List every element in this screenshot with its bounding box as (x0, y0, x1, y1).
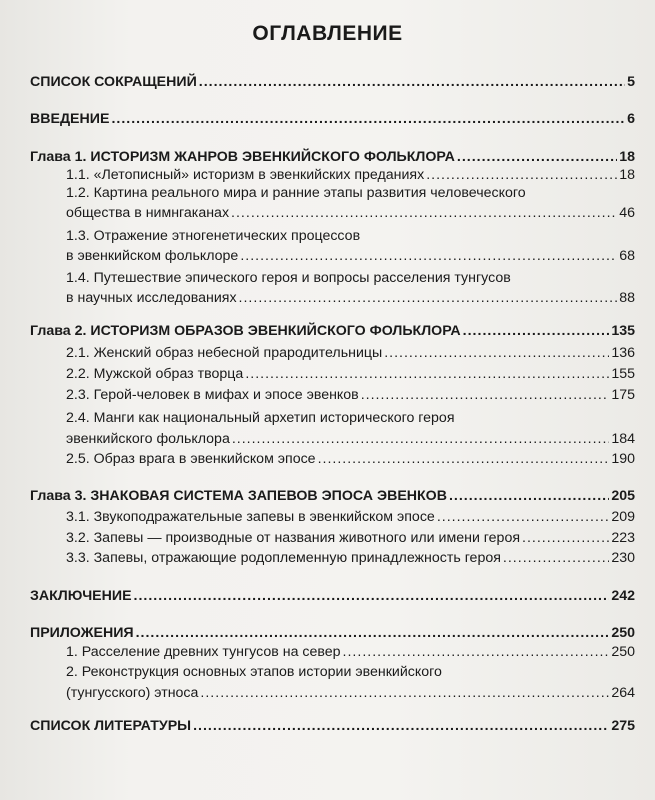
toc-entry-title: 2.5. Образ врага в эвенкийском эпосе (66, 451, 316, 467)
toc-entry-title: Глава 2. ИСТОРИЗМ ОБРАЗОВ ЭВЕНКИЙСКОГО ФОЛЬКЛОРА (30, 323, 461, 339)
dot-leader (232, 431, 609, 448)
toc-section-1-3[interactable] (66, 248, 635, 265)
toc-section-2-2[interactable] (66, 366, 635, 383)
dot-leader (240, 248, 617, 265)
dot-leader (437, 509, 610, 526)
toc-chapter-3[interactable] (30, 488, 635, 505)
toc-entry-bibliography[interactable] (30, 718, 635, 735)
dot-leader (111, 111, 625, 128)
toc-entry-title: 2.1. Женский образ небесной прародительницы (66, 345, 383, 361)
toc-entry-title: в научных исследованиях (66, 290, 237, 306)
dot-leader (457, 149, 617, 166)
toc-entry-title: 2.3. Герой-человек в мифах и эпосе эвенков (66, 387, 359, 403)
dot-leader (245, 366, 609, 383)
toc-entry-title: Глава 3. ЗНАКОВАЯ СИСТЕМА ЗАПЕВОВ ЭПОСА ЭВЕНКОВ (30, 488, 447, 504)
dot-leader (426, 167, 617, 184)
toc-entry-conclusion[interactable] (30, 588, 635, 605)
toc-chapter-1[interactable] (30, 149, 635, 166)
toc-section-1-3-line1[interactable]: 1.3. Отражение этногенетических процессов (66, 228, 361, 244)
toc-section-2-3[interactable] (66, 387, 635, 404)
toc-entry-introduction[interactable] (30, 111, 635, 128)
dot-leader (384, 345, 609, 362)
dot-leader (193, 718, 609, 735)
dot-leader (503, 550, 609, 567)
toc-entry-page: 46 (619, 205, 635, 221)
toc-section-3-3[interactable] (66, 550, 635, 567)
toc-entry-page: 190 (611, 451, 635, 467)
toc-section-1-4-line1[interactable]: 1.4. Путешествие эпического героя и вопросы расселения тунгусов (66, 270, 511, 286)
toc-entry-title: в эвенкийском фольклоре (66, 248, 239, 264)
toc-entry-page: 175 (611, 387, 635, 403)
toc-entry-title: 3.1. Звукоподражательные запевы в эвенкийском эпосе (66, 509, 435, 525)
toc-entry-title: 2.2. Мужской образ творца (66, 366, 244, 382)
dot-leader (361, 387, 610, 404)
toc-entry-page: 184 (611, 431, 635, 447)
toc-section-1-2[interactable] (66, 205, 635, 222)
toc-section-1-4[interactable] (66, 290, 635, 307)
toc-chapter-2[interactable] (30, 323, 635, 340)
toc-entry-title: ВВЕДЕНИЕ (30, 111, 110, 127)
toc-entry-page: 68 (619, 248, 635, 264)
toc-entry-page: 230 (611, 550, 635, 566)
toc-entry-page: 275 (611, 718, 635, 734)
toc-entry-title: эвенкийского фольклора (66, 431, 230, 447)
toc-entry-abbreviations[interactable] (30, 74, 635, 91)
toc-entry-title: Глава 1. ИСТОРИЗМ ЖАНРОВ ЭВЕНКИЙСКОГО ФОЛЬКЛОРА (30, 149, 455, 165)
toc-entry-title: общества в нимнгаканах (66, 205, 230, 221)
dot-leader (239, 290, 618, 307)
toc-appendix-2[interactable] (66, 685, 635, 702)
toc-entry-title: (тунгусского) этноса (66, 685, 199, 701)
dot-leader (318, 451, 610, 468)
toc-entry-title: 1. Расселение древних тунгусов на север (66, 644, 341, 660)
toc-section-2-4-line1[interactable]: 2.4. Манги как национальный архетип исторического героя (66, 410, 455, 426)
dot-leader (522, 530, 609, 547)
toc-entry-appendices[interactable] (30, 625, 635, 642)
dot-leader (449, 488, 609, 505)
toc-entry-title: ПРИЛОЖЕНИЯ (30, 625, 134, 641)
toc-entry-page: 5 (627, 74, 635, 90)
toc-entry-page: 18 (619, 149, 635, 165)
toc-entry-title: 3.3. Запевы, отражающие родоплеменную принадлежность героя (66, 550, 501, 566)
dot-leader (231, 205, 617, 222)
toc-entry-page: 155 (611, 366, 635, 382)
toc-entry-page: 205 (611, 488, 635, 504)
toc-entry-page: 250 (611, 625, 635, 641)
dot-leader (200, 685, 609, 702)
toc-entry-page: 223 (611, 530, 635, 546)
toc-entry-page: 136 (611, 345, 635, 361)
dot-leader (343, 644, 610, 661)
toc-section-3-1[interactable] (66, 509, 635, 526)
page-title: ОГЛАВЛЕНИЕ (252, 22, 403, 45)
toc-section-2-1[interactable] (66, 345, 635, 362)
toc-section-2-4[interactable] (66, 431, 635, 448)
toc-entry-page: 6 (627, 111, 635, 127)
toc-entry-title: ЗАКЛЮЧЕНИЕ (30, 588, 132, 604)
toc-entry-page: 135 (611, 323, 635, 339)
toc-appendix-2-line1[interactable]: 2. Реконструкция основных этапов истории эвенкийского (66, 664, 442, 680)
toc-entry-page: 209 (611, 509, 635, 525)
toc-entry-title: 1.1. «Летописный» историзм в эвенкийских преданиях (66, 167, 425, 183)
toc-entry-title: 3.2. Запевы — производные от названия животного или имени героя (66, 530, 521, 546)
dot-leader (463, 323, 610, 340)
dot-leader (136, 625, 610, 642)
toc-entry-page: 250 (611, 644, 635, 660)
toc-section-3-2[interactable] (66, 530, 635, 547)
toc-appendix-1[interactable] (66, 644, 635, 661)
toc-section-1-1[interactable] (66, 167, 635, 184)
toc-entry-page: 18 (619, 167, 635, 183)
toc-section-1-2-line1[interactable]: 1.2. Картина реального мира и ранние этапы развития человеческого (66, 185, 526, 201)
toc-entry-title: СПИСОК ЛИТЕРАТУРЫ (30, 718, 192, 734)
toc-entry-title: СПИСОК СОКРАЩЕНИЙ (30, 74, 197, 90)
toc-entry-page: 88 (619, 290, 635, 306)
dot-leader (134, 588, 610, 605)
dot-leader (199, 74, 625, 91)
toc-entry-page: 264 (611, 685, 635, 701)
toc-entry-page: 242 (611, 588, 635, 604)
toc-section-2-5[interactable] (66, 451, 635, 468)
